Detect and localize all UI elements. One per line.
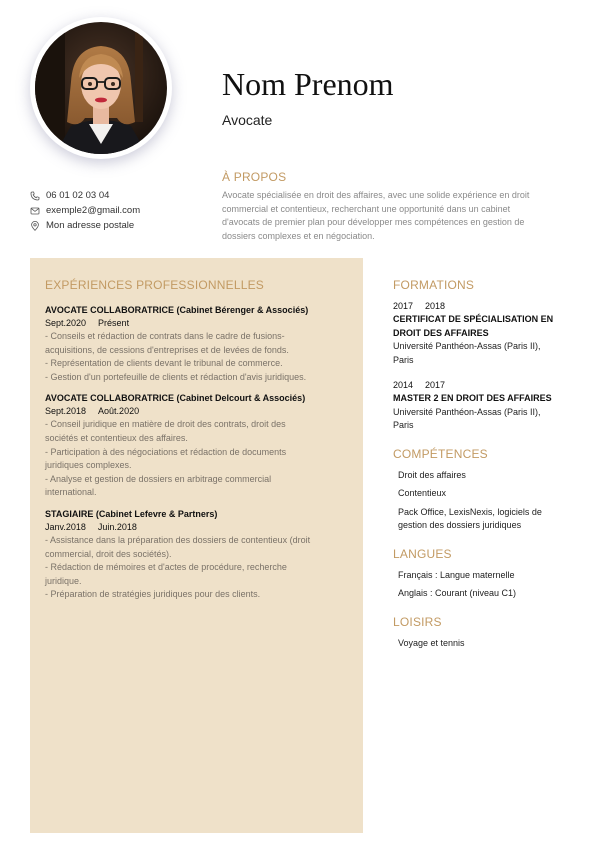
competences-list (393, 469, 573, 533)
contact-phone-text: 06 01 02 03 04 (46, 190, 110, 201)
job-desc-line: international. (45, 487, 97, 498)
job-end: Juin.2018 (97, 521, 137, 532)
contact-address (30, 218, 140, 233)
formation-school: Paris (393, 354, 414, 365)
portrait-image (35, 22, 167, 154)
formation-title: MASTER 2 EN DROIT DES AFFAIRES (393, 393, 552, 403)
phone-icon (30, 191, 40, 201)
candidate-role: Avocate (222, 112, 273, 128)
competences-title: COMPÉTENCES (393, 446, 488, 461)
competence-line: gestion des dossiers juridiques (398, 520, 522, 530)
about-line: d'avocats de premier plan pour développer mes compétences en gestion de (222, 217, 525, 228)
job-desc-line: - Représentation de clients devant le tribunal de commerce. (45, 358, 283, 369)
formations-title: FORMATIONS (393, 278, 475, 292)
formation-school: Paris (393, 420, 414, 430)
experience-panel (30, 258, 363, 833)
job-desc-line: - Conseils et rédaction de contrats dans le cadre de fusions- (45, 331, 285, 341)
job-entry (45, 392, 348, 500)
job-desc-line: commercial, droit des sociétés). (45, 548, 172, 559)
about-text (222, 189, 574, 243)
formation-dates (393, 379, 573, 392)
job-desc-line: sociétés et contentieux des affaires. (45, 432, 188, 443)
job-end: Août.2020 (98, 406, 140, 417)
contact-email (30, 203, 140, 218)
langues-title: LANGUES (393, 546, 452, 561)
right-column (393, 278, 573, 664)
job-description (45, 534, 348, 602)
competence-item (398, 506, 573, 533)
experiences-title: EXPÉRIENCES PROFESSIONNELLES (45, 278, 264, 292)
loisirs-title: LOISIRS (393, 614, 442, 629)
mail-icon (30, 206, 40, 216)
formation-start: 2014 (393, 380, 414, 390)
job-dates (45, 317, 348, 330)
competence-item (398, 469, 573, 483)
job-end: Présent (98, 318, 130, 328)
job-title: STAGIAIRE (Cabinet Lefevre & Partners) (45, 508, 218, 519)
job-desc-line: - Participation à des négociations et rédaction de documents (45, 446, 287, 457)
contact-phone (30, 188, 140, 203)
job-title: AVOCATE COLLABORATRICE (Cabinet Delcourt & Associés) (45, 393, 306, 404)
competence-item (398, 487, 573, 501)
formation-entry (393, 300, 573, 367)
job-start: Janv.2018 (45, 521, 86, 532)
job-desc-line: - Préparation de stratégies juridiques pour des clients. (45, 589, 261, 600)
formation-entry (393, 379, 573, 433)
langue-item: Français : Langue maternelle (398, 569, 515, 580)
formation-start: 2017 (393, 301, 414, 311)
loisir-item: Voyage et tennis (398, 637, 465, 648)
job-entry (45, 304, 348, 384)
formation-dates (393, 300, 573, 313)
contact-email-text: exemple2@gmail.com (46, 205, 141, 216)
about-line: dossiers complexes et en négociation. (222, 230, 375, 241)
candidate-name: Nom Prenom (222, 66, 394, 102)
job-description (45, 418, 348, 500)
contact-block (30, 188, 140, 233)
job-desc-line: - Analyse et gestion de dossiers en arbitrage commercial (45, 473, 272, 484)
job-desc-line: acquisitions, de cessions d'entreprises et de levées de fonds. (45, 344, 289, 355)
job-dates (45, 405, 348, 418)
job-desc-line: juridiques complexes. (45, 460, 132, 471)
profile-photo (35, 22, 167, 154)
about-line: Avocate spécialisée en droit des affaires, avec une solide expérience en droit (222, 190, 530, 200)
job-start: Sept.2020 (45, 318, 87, 328)
job-title: AVOCATE COLLABORATRICE (Cabinet Bérenger & Associés) (45, 305, 309, 315)
formation-school: Université Panthéon-Assas (Paris II), (393, 406, 541, 417)
job-entry (45, 508, 348, 602)
job-dates (45, 521, 348, 534)
job-start: Sept.2018 (45, 406, 87, 417)
formation-end: 2018 (425, 301, 446, 311)
job-description (45, 330, 348, 384)
about-title: À PROPOS (222, 170, 287, 184)
job-desc-line: - Assistance dans la préparation des dossiers de contentieux (droit (45, 534, 311, 545)
location-pin-icon (30, 221, 40, 231)
competence-line: Contentieux (398, 488, 447, 498)
competence-line: Pack Office, LexisNexis, logiciels de (398, 506, 542, 517)
formation-school: Université Panthéon-Assas (Paris II), (393, 341, 541, 351)
job-desc-line: juridique. (45, 575, 82, 586)
job-desc-line: - Rédaction de mémoires et d'actes de procédure, recherche (45, 562, 287, 573)
competence-line: Droit des affaires (398, 469, 466, 480)
formation-title: CERTIFICAT DE SPÉCIALISATION EN (393, 314, 554, 324)
profile-photo-frame (30, 17, 172, 159)
job-desc-line: - Conseil juridique en matière de droit des contrats, droit des (45, 419, 286, 430)
langue-item: Anglais : Courant (niveau C1) (398, 588, 517, 598)
loisirs-list (393, 637, 573, 651)
langues-list (393, 569, 573, 601)
formation-title: DROIT DES AFFAIRES (393, 327, 489, 338)
about-line: commercial et contentieux, recherchant une opportunité dans un cabinet (222, 203, 511, 214)
formation-end: 2017 (425, 380, 446, 390)
contact-address-text: Mon adresse postale (46, 220, 135, 231)
job-desc-line: - Gestion d'un portefeuille de clients et rédaction d'avis juridiques. (45, 371, 307, 382)
